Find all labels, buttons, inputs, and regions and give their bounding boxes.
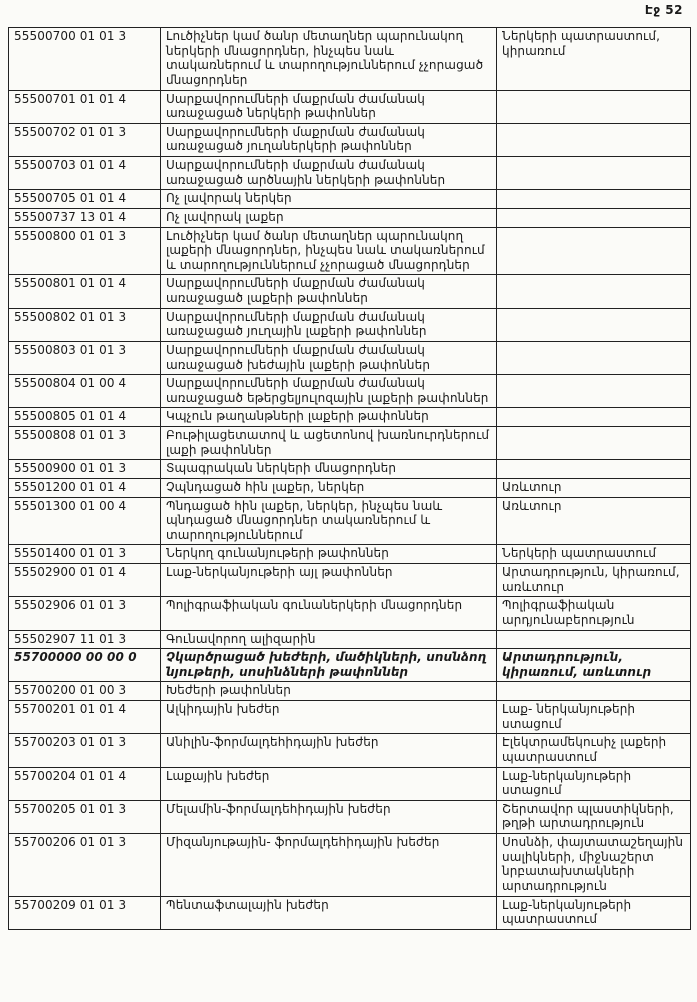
waste-description: Պենտաֆտալային խեժեր <box>161 896 497 929</box>
waste-source <box>497 375 691 408</box>
waste-code: 55700205 01 01 3 <box>9 800 161 833</box>
waste-source <box>497 90 691 123</box>
table-row <box>9 800 691 833</box>
waste-description: Սարքավորումների մաքրման ժամանակ առաջացած յուղային լաքերի թափոններ <box>161 308 497 341</box>
table-row <box>9 649 691 682</box>
waste-code: 55502907 11 01 3 <box>9 630 161 649</box>
waste-description: Լաք-ներկանյութերի այլ թափոններ <box>161 564 497 597</box>
waste-code: 55700200 01 00 3 <box>9 682 161 701</box>
waste-code: 55500802 01 01 3 <box>9 308 161 341</box>
waste-source: Շերտավոր պլաստիկների, թղթի արտադրություն <box>497 800 691 833</box>
waste-code: 55700206 01 01 3 <box>9 834 161 897</box>
waste-source <box>497 427 691 460</box>
waste-source <box>497 682 691 701</box>
waste-code: 55700209 01 01 3 <box>9 896 161 929</box>
table-row <box>9 157 691 190</box>
waste-description: Անիլին-ֆորմալդեհիդային խեժեր <box>161 734 497 767</box>
waste-description: Չպնդացած հին լաքեր, ներկեր <box>161 478 497 497</box>
waste-source <box>497 275 691 308</box>
waste-source: Պոլիգրաֆիական արդյունաբերություն <box>497 597 691 630</box>
waste-source <box>497 190 691 209</box>
waste-source: Ներկերի պատրաստում, կիրառում <box>497 28 691 91</box>
waste-code: 55502900 01 01 4 <box>9 564 161 597</box>
table-row <box>9 767 691 800</box>
waste-description: Սարքավորումների մաքրման ժամանակ առաջացած եթերցելյուլոզային լաքերի թափոններ <box>161 375 497 408</box>
waste-source <box>497 157 691 190</box>
waste-code: 55500800 01 01 3 <box>9 227 161 275</box>
table-row <box>9 597 691 630</box>
waste-description: Չկարծրացած խեժերի, մածիկների, սոսնձող նյութերի, սոսինձների թափոններ <box>161 649 497 682</box>
table-row <box>9 630 691 649</box>
waste-source <box>497 630 691 649</box>
table-row <box>9 734 691 767</box>
table-row <box>9 308 691 341</box>
table-row <box>9 90 691 123</box>
waste-description: Սարքավորումների մաքրման ժամանակ առաջացած ներկերի թափոններ <box>161 90 497 123</box>
waste-source <box>497 227 691 275</box>
waste-source: Առևտուր <box>497 478 691 497</box>
waste-code: 55700000 00 00 0 <box>9 649 161 682</box>
table-row <box>9 545 691 564</box>
waste-description: Լաքային խեժեր <box>161 767 497 800</box>
waste-code: 55700204 01 01 4 <box>9 767 161 800</box>
page-number: Էջ 52 <box>644 3 683 17</box>
waste-source: Առևտուր <box>497 497 691 545</box>
table-row <box>9 190 691 209</box>
waste-description: Միզանյութային- ֆորմալդեհիդային խեժեր <box>161 834 497 897</box>
waste-code: 55500805 01 01 4 <box>9 408 161 427</box>
waste-description: Ալկիդային խեժեր <box>161 701 497 734</box>
waste-code: 55500701 01 01 4 <box>9 90 161 123</box>
table-row <box>9 275 691 308</box>
waste-source <box>497 308 691 341</box>
waste-code: 55500900 01 01 3 <box>9 460 161 479</box>
waste-description: Ոչ լավորակ լաքեր <box>161 208 497 227</box>
table-row <box>9 123 691 156</box>
table-row <box>9 896 691 929</box>
waste-source <box>497 341 691 374</box>
waste-source: Արտադրություն, կիրառում, առևտուր <box>497 564 691 597</box>
table-row <box>9 478 691 497</box>
waste-description: Խեժերի թափոններ <box>161 682 497 701</box>
waste-code: 55500804 01 00 4 <box>9 375 161 408</box>
waste-source: Ներկերի պատրաստում <box>497 545 691 564</box>
waste-code: 55500737 13 01 4 <box>9 208 161 227</box>
waste-code: 55500700 01 01 3 <box>9 28 161 91</box>
waste-description: Պնդացած հին լաքեր, ներկեր, ինչպես նաև պնդացած մնացորդներ տակառներում և տարողություններում <box>161 497 497 545</box>
waste-source: Լաք-ներկանյութերի պատրաստում <box>497 896 691 929</box>
waste-description: Լուծիչներ կամ ծանր մետաղներ պարունակող լաքերի մնացորդներ, ինչպես նաև տակառներում և տարողություններում չչորացած մնացորդներ <box>161 227 497 275</box>
table-row <box>9 682 691 701</box>
table-row <box>9 375 691 408</box>
waste-source: Լաք-ներկանյութերի ստացում <box>497 767 691 800</box>
waste-source: Սոսնձի, փայտատաշեղային սալիկների, միջնաշերտ նրբատախտակների արտադրություն <box>497 834 691 897</box>
waste-description: Լուծիչներ կամ ծանր մետաղներ պարունակող ներկերի մնացորդներ, ինչպես նաև տակառներում և տարողություններում չչորացած մնացորդներ <box>161 28 497 91</box>
waste-description: Սարքավորումների մաքրման ժամանակ առաջացած լաքերի թափոններ <box>161 275 497 308</box>
table-row <box>9 227 691 275</box>
waste-description: Ներկող գունանյութերի թափոններ <box>161 545 497 564</box>
waste-code: 55502906 01 01 3 <box>9 597 161 630</box>
waste-description: Պոլիգրաֆիական գունաներկերի մնացորդներ <box>161 597 497 630</box>
table-row <box>9 208 691 227</box>
table-row <box>9 460 691 479</box>
waste-code: 55500808 01 01 3 <box>9 427 161 460</box>
waste-description: Կպչուն թաղանթների լաքերի թափոններ <box>161 408 497 427</box>
waste-description: Բութիլացետատով և ացետոնով խառնուրդներում լաքի թափոններ <box>161 427 497 460</box>
waste-code: 55501200 01 01 4 <box>9 478 161 497</box>
waste-source: Էլեկտրամեկուսիչ լաքերի պատրաստում <box>497 734 691 767</box>
waste-source <box>497 408 691 427</box>
table-row <box>9 341 691 374</box>
waste-source <box>497 460 691 479</box>
waste-code: 55500801 01 01 4 <box>9 275 161 308</box>
waste-description: Սարքավորումների մաքրման ժամանակ առաջացած յուղաներկերի թափոններ <box>161 123 497 156</box>
waste-description: Ոչ լավորակ ներկեր <box>161 190 497 209</box>
waste-source: Լաք- ներկանյութերի ստացում <box>497 701 691 734</box>
waste-description: Սարքավորումների մաքրման ժամանակ առաջացած արծնային ներկերի թափոններ <box>161 157 497 190</box>
waste-code: 55500705 01 01 4 <box>9 190 161 209</box>
waste-code: 55500702 01 01 3 <box>9 123 161 156</box>
table-row <box>9 28 691 91</box>
waste-code: 55501300 01 00 4 <box>9 497 161 545</box>
waste-description: Սարքավորումների մաքրման ժամանակ առաջացած խեժային լաքերի թափոններ <box>161 341 497 374</box>
waste-code: 55700201 01 01 4 <box>9 701 161 734</box>
waste-description: Տպագրական ներկերի մնացորդներ <box>161 460 497 479</box>
waste-source <box>497 208 691 227</box>
waste-code: 55700203 01 01 3 <box>9 734 161 767</box>
table-row <box>9 701 691 734</box>
waste-classification-table <box>8 27 691 930</box>
table-row <box>9 564 691 597</box>
waste-description: Գունավորող ալիզարին <box>161 630 497 649</box>
waste-code: 55501400 01 01 3 <box>9 545 161 564</box>
table-row <box>9 497 691 545</box>
table-row <box>9 834 691 897</box>
waste-description: Մելամին-ֆորմալդեհիդային խեժեր <box>161 800 497 833</box>
table-row <box>9 427 691 460</box>
waste-code: 55500803 01 01 3 <box>9 341 161 374</box>
waste-source <box>497 123 691 156</box>
table-row <box>9 408 691 427</box>
waste-code: 55500703 01 01 4 <box>9 157 161 190</box>
waste-source: Արտադրություն, կիրառում, առևտուր <box>497 649 691 682</box>
